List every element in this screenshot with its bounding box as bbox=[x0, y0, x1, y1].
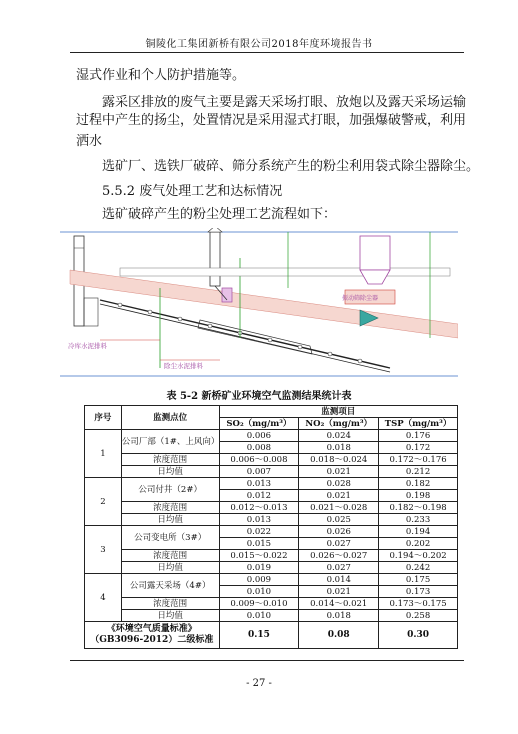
table-row bbox=[85, 526, 458, 538]
footer-rule bbox=[70, 660, 464, 661]
table-cell: 0.176 bbox=[379, 430, 458, 442]
table-row bbox=[85, 430, 458, 442]
table-cell: 0.172～0.176 bbox=[379, 454, 458, 466]
header-no: 序号 bbox=[85, 406, 122, 430]
group-no: 2 bbox=[85, 478, 122, 526]
table-cell: 0.026 bbox=[299, 526, 379, 538]
header-site: 监测点位 bbox=[121, 406, 219, 430]
avg-label: 日均值 bbox=[121, 610, 219, 622]
table-cell: 0.021 bbox=[299, 586, 379, 598]
table-row bbox=[85, 562, 458, 574]
table-cell: 0.028 bbox=[299, 478, 379, 490]
table-cell: 0.021～0.028 bbox=[299, 502, 379, 514]
group-site: 公司付井（2#） bbox=[121, 478, 219, 502]
table-cell: 0.014 bbox=[299, 574, 379, 586]
body-line-1: 湿式作业和个人防护措施等。 bbox=[76, 68, 246, 83]
body-line-3: 过程中产生的扬尘，处置情况是采用湿式打眼，加强爆破警戒，利用 bbox=[76, 113, 467, 128]
table-cell: 0.182～0.198 bbox=[379, 502, 458, 514]
table-cell: 0.012～0.013 bbox=[219, 502, 299, 514]
table-row bbox=[85, 478, 458, 490]
avg-label: 日均值 bbox=[121, 562, 219, 574]
table-cell: 0.013 bbox=[219, 514, 299, 526]
table-row bbox=[85, 610, 458, 622]
table-cell: 0.015～0.022 bbox=[219, 550, 299, 562]
table-cell: 0.009～0.010 bbox=[219, 598, 299, 610]
table-cell: 0.182 bbox=[379, 478, 458, 490]
air-monitoring-table bbox=[84, 405, 458, 649]
range-label: 浓度范围 bbox=[121, 598, 219, 610]
avg-label: 日均值 bbox=[121, 514, 219, 526]
table-cell: 0.212 bbox=[379, 466, 458, 478]
standard-label: 《环境空气质量标准》（GB3096-2012）二级标准 bbox=[85, 622, 220, 649]
dust-treatment-flow-diagram bbox=[60, 228, 458, 378]
section-heading: 5.5.2 废气处理工艺和达标情况 bbox=[102, 184, 283, 199]
table-row bbox=[85, 598, 458, 610]
table-cell: 0.018 bbox=[299, 610, 379, 622]
table-cell: 0.021 bbox=[299, 466, 379, 478]
table-cell: 0.173～0.175 bbox=[379, 598, 458, 610]
table-cell: 0.194～0.202 bbox=[379, 550, 458, 562]
table-row bbox=[85, 454, 458, 466]
table-cell: 0.233 bbox=[379, 514, 458, 526]
range-label: 浓度范围 bbox=[121, 454, 219, 466]
table-row bbox=[85, 550, 458, 562]
header-group: 监测项目 bbox=[219, 406, 457, 418]
table-cell: 0.175 bbox=[379, 574, 458, 586]
table-cell: 0.027 bbox=[299, 538, 379, 550]
header-rule bbox=[70, 52, 464, 53]
table-cell: 0.010 bbox=[219, 586, 299, 598]
table-cell: 0.007 bbox=[219, 466, 299, 478]
avg-label: 日均值 bbox=[121, 466, 219, 478]
table-cell: 0.173 bbox=[379, 586, 458, 598]
header-so2: SO₂（mg/m³） bbox=[219, 418, 299, 430]
body-line-6: 选矿破碎产生的粉尘处理工艺流程如下： bbox=[102, 207, 337, 222]
table-row bbox=[85, 514, 458, 526]
table-caption: 表 5-2 新桥矿业环境空气监测结果统计表 bbox=[166, 391, 352, 402]
group-no: 3 bbox=[85, 526, 122, 574]
page-number: - 27 - bbox=[246, 678, 272, 689]
header-tsp: TSP（mg/m³） bbox=[379, 418, 458, 430]
table-row bbox=[85, 502, 458, 514]
table-cell: 0.010 bbox=[219, 610, 299, 622]
table-cell: 0.202 bbox=[379, 538, 458, 550]
range-label: 浓度范围 bbox=[121, 502, 219, 514]
header-no2: NO₂（mg/m³） bbox=[299, 418, 379, 430]
table-cell: 0.018～0.024 bbox=[299, 454, 379, 466]
body-line-5: 选矿厂、选铁厂破碎、筛分系统产生的粉尘利用袋式除尘器除尘。 bbox=[102, 159, 480, 174]
diagram-label-bottom: 除尘水泥排料 bbox=[164, 362, 203, 370]
table-cell: 0.006 bbox=[219, 430, 299, 442]
standard-so2: 0.15 bbox=[219, 622, 299, 649]
table-cell: 0.022 bbox=[219, 526, 299, 538]
table-cell: 0.027 bbox=[299, 562, 379, 574]
table-cell: 0.026～0.027 bbox=[299, 550, 379, 562]
table-body bbox=[85, 430, 458, 649]
table-cell: 0.198 bbox=[379, 490, 458, 502]
table-cell: 0.013 bbox=[219, 478, 299, 490]
range-label: 浓度范围 bbox=[121, 550, 219, 562]
body-line-2: 露采区排放的废气主要是露天采场打眼、放炮以及露天采场运输 bbox=[102, 95, 467, 110]
diagram-label-right: 振动筛除尘器 bbox=[342, 295, 379, 302]
table-cell: 0.024 bbox=[299, 430, 379, 442]
group-site: 公司厂部（1#、上风向） bbox=[121, 430, 219, 454]
standard-no2: 0.08 bbox=[299, 622, 379, 649]
table-cell: 0.006～0.008 bbox=[219, 454, 299, 466]
table-cell: 0.172 bbox=[379, 442, 458, 454]
table-cell: 0.012 bbox=[219, 490, 299, 502]
table-cell: 0.194 bbox=[379, 526, 458, 538]
body-line-4: 洒水 bbox=[76, 134, 103, 149]
group-no: 1 bbox=[85, 430, 122, 478]
table-cell: 0.009 bbox=[219, 574, 299, 586]
standard-tsp: 0.30 bbox=[379, 622, 458, 649]
table-cell: 0.018 bbox=[299, 442, 379, 454]
group-no: 4 bbox=[85, 574, 122, 622]
diagram-label-left: 冷库水泥排料 bbox=[68, 342, 107, 350]
table-row bbox=[85, 466, 458, 478]
table-cell: 0.021 bbox=[299, 490, 379, 502]
standard-row bbox=[85, 622, 458, 649]
group-site: 公司露天采场（4#） bbox=[121, 574, 219, 598]
table-cell: 0.242 bbox=[379, 562, 458, 574]
page-header: 铜陵化工集团新桥有限公司2018年度环境报告书 bbox=[145, 39, 373, 50]
table-cell: 0.025 bbox=[299, 514, 379, 526]
table-row bbox=[85, 574, 458, 586]
table-cell: 0.015 bbox=[219, 538, 299, 550]
table-cell: 0.014～0.021 bbox=[299, 598, 379, 610]
table-cell: 0.019 bbox=[219, 562, 299, 574]
table-cell: 0.008 bbox=[219, 442, 299, 454]
group-site: 公司变电所（3#） bbox=[121, 526, 219, 550]
table-cell: 0.258 bbox=[379, 610, 458, 622]
